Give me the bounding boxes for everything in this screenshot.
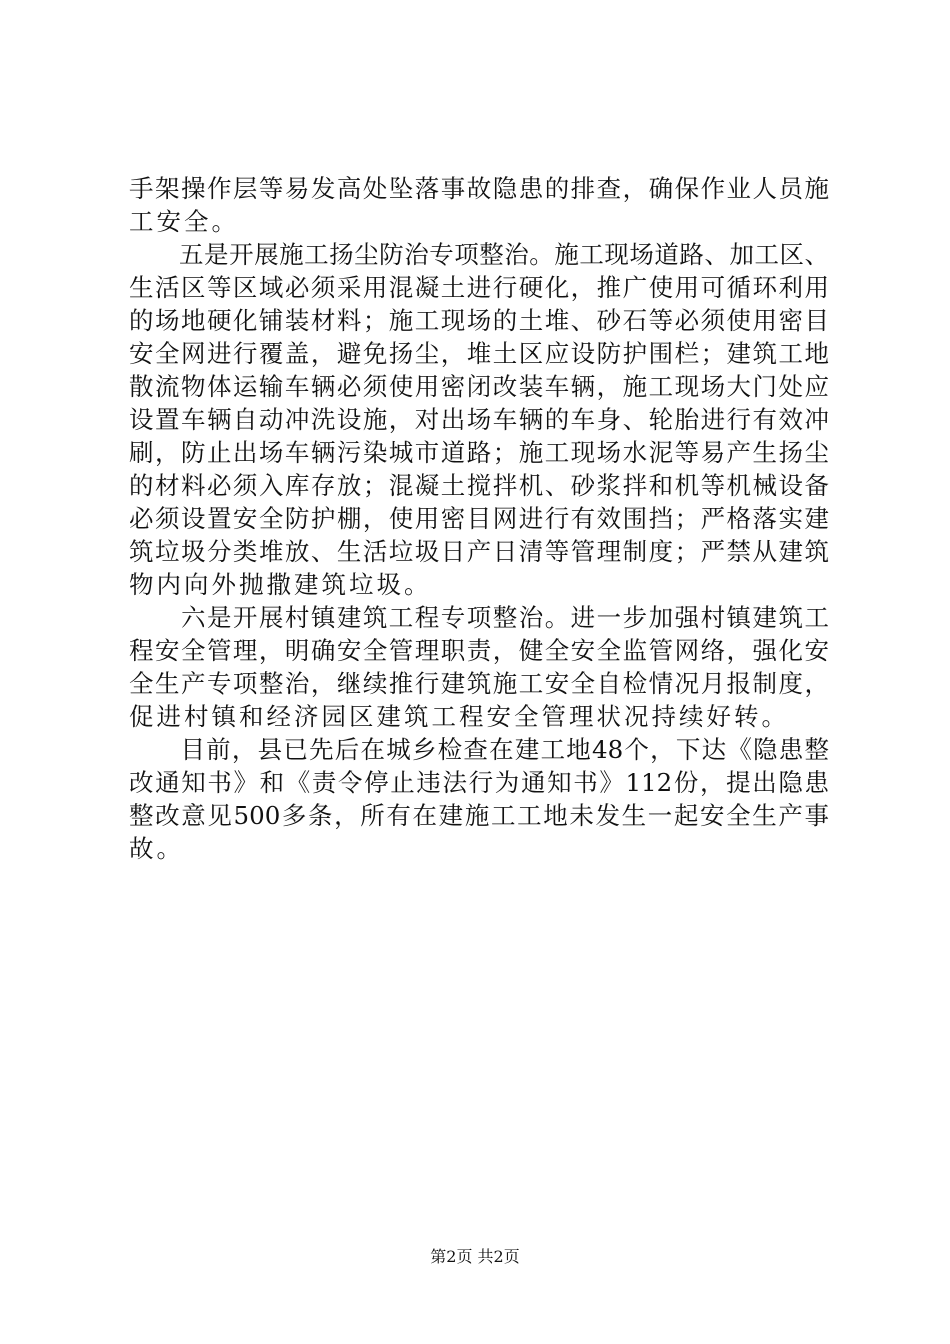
- text-line: 必须设置安全防护棚，使用密目网进行有效围挡；严格落实建: [129, 504, 829, 533]
- text-line: 散流物体运输车辆必须使用密闭改装车辆，施工现场大门处应: [129, 372, 829, 401]
- text-line: 六是开展村镇建筑工程专项整治。进一步加强村镇建筑工: [129, 603, 829, 632]
- paragraph-p-village-projects: [129, 601, 829, 733]
- paragraph-p-dust-control: [129, 238, 829, 601]
- text-line: 工安全。: [129, 207, 239, 236]
- text-line: 改通知书》和《责令停止违法行为通知书》112份，提出隐患: [129, 768, 829, 797]
- text-line: 故。: [129, 834, 184, 863]
- paragraph-p-continued: [129, 172, 829, 238]
- text-line: 生活区等区域必须采用混凝土进行硬化，推广使用可循环利用: [129, 273, 829, 302]
- text-line: 安全网进行覆盖，避免扬尘，堆土区应设防护围栏；建筑工地: [129, 339, 829, 368]
- text-line: 的材料必须入库存放；混凝土搅拌机、砂浆拌和机等机械设备: [129, 471, 829, 500]
- page-footer: 第2页 共2页: [430, 1247, 520, 1266]
- text-line: 目前，县已先后在城乡检查在建工地48个，下达《隐患整: [129, 735, 829, 764]
- text-line: 的场地硬化铺装材料；施工现场的土堆、砂石等必须使用密目: [129, 306, 829, 335]
- text-line: 刷，防止出场车辆污染城市道路；施工现场水泥等易产生扬尘: [129, 438, 829, 467]
- text-line: 程安全管理，明确安全管理职责，健全安全监管网络，强化安: [129, 636, 829, 665]
- text-line: 整改意见500多条，所有在建施工工地未发生一起安全生产事: [129, 801, 829, 830]
- paragraph-p-current-status: [129, 733, 829, 865]
- text-line: 促进村镇和经济园区建筑工程安全管理状况持续好转。: [129, 702, 789, 731]
- document-body: [129, 172, 829, 865]
- text-line: 筑垃圾分类堆放、生活垃圾日产日清等管理制度；严禁从建筑: [129, 537, 829, 566]
- text-line: 全生产专项整治，继续推行建筑施工安全自检情况月报制度，: [129, 669, 829, 698]
- text-line: 设置车辆自动冲洗设施，对出场车辆的车身、轮胎进行有效冲: [129, 405, 829, 434]
- text-line: 物内向外抛撒建筑垃圾。: [129, 570, 432, 599]
- text-line: 五是开展施工扬尘防治专项整治。施工现场道路、加工区、: [129, 240, 829, 269]
- text-line: 手架操作层等易发高处坠落事故隐患的排查，确保作业人员施: [129, 174, 829, 203]
